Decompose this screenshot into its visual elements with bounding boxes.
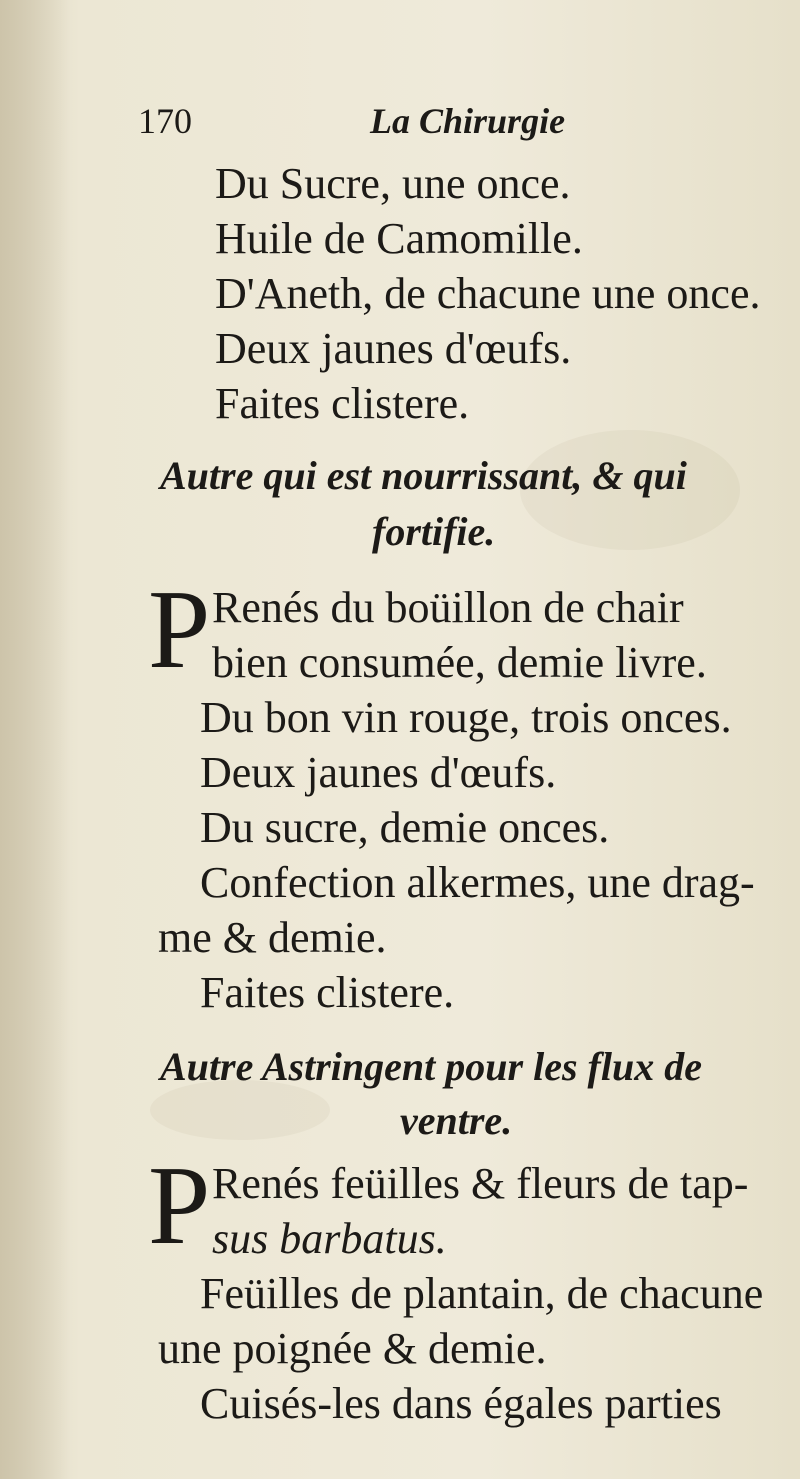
text-line: D'Aneth, de chacune une once.	[215, 269, 761, 318]
section-heading: Autre Astringent pour les flux de	[160, 1044, 702, 1089]
drop-cap: P	[148, 568, 211, 692]
text-line: Cuisés-les dans égales parties	[200, 1379, 722, 1428]
text-line: Du bon vin rouge, trois onces.	[200, 693, 732, 742]
text-line: Du Sucre, une once.	[215, 159, 571, 208]
page-gutter-shadow	[0, 0, 70, 1479]
text-line: bien consumée, demie livre.	[212, 638, 707, 687]
text-line: une poignée & demie.	[158, 1324, 547, 1373]
text-line: me & demie.	[158, 913, 387, 962]
page-header	[120, 100, 640, 160]
text-line: Faites clistere.	[215, 379, 470, 428]
text-line: Renés du boüillon de chair	[212, 583, 684, 632]
section-heading: fortifie.	[372, 509, 496, 554]
running-title: La Chirurgie	[370, 101, 566, 141]
text-line: Renés feüilles & fleurs de tap-	[212, 1159, 749, 1208]
text-line: Deux jaunes d'œufs.	[200, 748, 557, 797]
text-line: Huile de Camomille.	[215, 214, 583, 263]
text-line: sus barbatus.	[212, 1214, 447, 1263]
text-line: Confection alkermes, une drag-	[200, 858, 755, 907]
section-heading: Autre qui est nourrissant, & qui	[160, 453, 687, 498]
drop-cap: P	[148, 1144, 211, 1268]
text-line: Feüilles de plantain, de chacune	[200, 1269, 764, 1318]
text-line: Faites clistere.	[200, 968, 455, 1017]
section-heading: ventre.	[400, 1098, 513, 1143]
page-number: 170	[138, 101, 192, 141]
text-line: Deux jaunes d'œufs.	[215, 324, 572, 373]
text-line: Du sucre, demie onces.	[200, 803, 610, 852]
